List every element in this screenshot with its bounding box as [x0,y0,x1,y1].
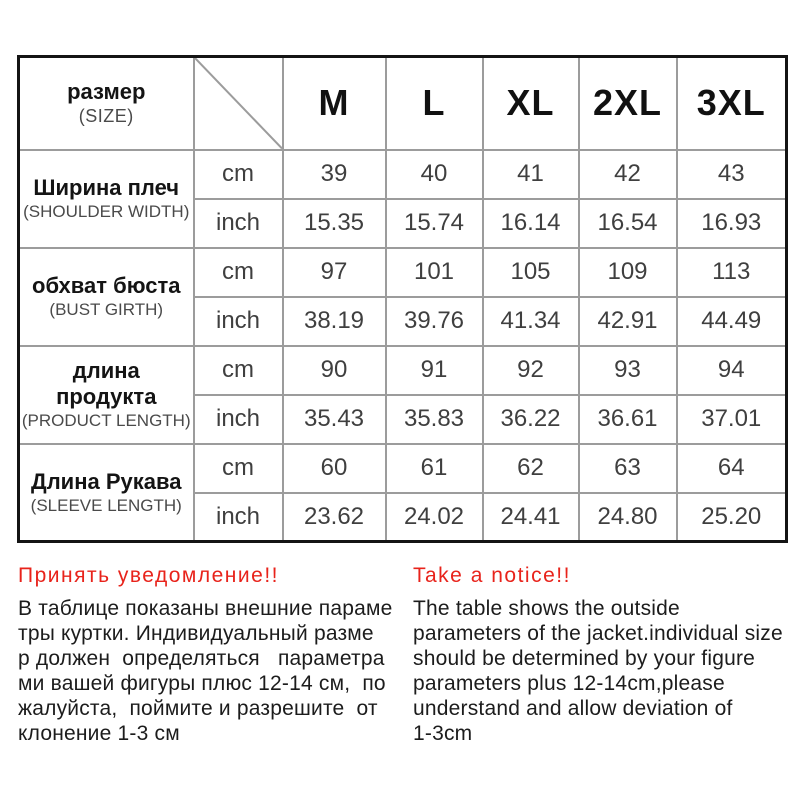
unit-cm-label: cm [194,248,283,297]
notice-line: The table shows the outside [413,597,680,620]
value-cell: 24.80 [579,493,677,542]
value-cell: 42.91 [579,297,677,346]
size-label-ru: размер [67,79,146,105]
measure-label-ru: длина продукта [56,358,157,409]
unit-cm-label: cm [194,444,283,493]
unit-inch-label: inch [194,297,283,346]
value-cell: 40 [386,150,483,199]
value-cell: 92 [483,346,579,395]
value-cell: 97 [283,248,386,297]
measure-label-en: (BUST GIRTH) [49,300,164,319]
value-cell: 62 [483,444,579,493]
header-size-2xl: 2XL [579,57,677,150]
label-bust-girth [19,248,194,346]
value-cell: 39 [283,150,386,199]
value-cell: 37.01 [677,395,787,444]
label-sleeve-length [19,444,194,542]
table-row [19,444,787,493]
corner-cell [19,57,194,150]
notice-russian [18,563,406,746]
value-cell: 38.19 [283,297,386,346]
notice-english [413,563,797,746]
notice-line: understand and allow deviation of [413,697,733,720]
label-shoulder-width [19,150,194,248]
header-size-m: M [283,57,386,150]
notice-line: parameters plus 12-14cm,please [413,672,725,695]
measure-label-en: (SHOULDER WIDTH) [23,202,190,221]
size-label-en: (SIZE) [78,106,134,127]
notice-title-en: Take a notice!! [413,564,571,587]
notice-line: ми вашей фигуры плюс 12-14 см, по [18,672,386,695]
value-cell: 44.49 [677,297,787,346]
value-cell: 105 [483,248,579,297]
measure-label-en: (PRODUCT LENGTH) [21,411,191,430]
label-product-length [19,346,194,444]
value-cell: 41.34 [483,297,579,346]
value-cell: 36.61 [579,395,677,444]
table-row [19,150,787,199]
value-cell: 15.74 [386,199,483,248]
unit-inch-label: inch [194,199,283,248]
value-cell: 91 [386,346,483,395]
notice-line: 1-3cm [413,722,473,745]
unit-inch-label: inch [194,493,283,542]
value-cell: 24.41 [483,493,579,542]
unit-inch-label: inch [194,395,283,444]
value-cell: 36.22 [483,395,579,444]
notice-line: В таблице показаны внешние параме [18,597,393,620]
value-cell: 64 [677,444,787,493]
header-size-3xl: 3XL [677,57,787,150]
value-cell: 101 [386,248,483,297]
value-cell: 16.54 [579,199,677,248]
size-table [17,55,788,543]
header-size-l: L [386,57,483,150]
notice-line: клонение 1-3 см [18,722,180,745]
value-cell: 90 [283,346,386,395]
value-cell: 35.43 [283,395,386,444]
table-row [19,248,787,297]
value-cell: 113 [677,248,787,297]
value-cell: 41 [483,150,579,199]
value-cell: 42 [579,150,677,199]
notice-line: parameters of the jacket.individual size [413,622,783,645]
notice-line: жалуйста, поймите и разрешите от [18,697,378,720]
value-cell: 94 [677,346,787,395]
notice-line: тры куртки. Индивидуальный разме [18,622,374,645]
diagonal-cell [194,57,283,150]
measure-label-ru: Длина Рукава [31,468,182,494]
unit-cm-label: cm [194,346,283,395]
notice-line: р должен определяться параметра [18,647,385,670]
value-cell: 24.02 [386,493,483,542]
value-cell: 43 [677,150,787,199]
measure-label-en: (SLEEVE LENGTH) [30,495,182,515]
notice-title-ru: Принять уведомление!! [18,564,279,587]
value-cell: 16.93 [677,199,787,248]
measure-label-ru: Ширина плеч [33,175,180,200]
table-header-row [19,57,787,150]
measure-label-ru: обхват бюста [32,273,181,298]
value-cell: 23.62 [283,493,386,542]
value-cell: 63 [579,444,677,493]
header-size-xl: XL [483,57,579,150]
value-cell: 93 [579,346,677,395]
table-row [19,346,787,395]
value-cell: 61 [386,444,483,493]
value-cell: 60 [283,444,386,493]
value-cell: 15.35 [283,199,386,248]
value-cell: 39.76 [386,297,483,346]
value-cell: 16.14 [483,199,579,248]
value-cell: 35.83 [386,395,483,444]
diagonal-line-icon [195,58,282,149]
unit-cm-label: cm [194,150,283,199]
value-cell: 109 [579,248,677,297]
value-cell: 25.20 [677,493,787,542]
notice-line: should be determined by your figure [413,647,756,670]
